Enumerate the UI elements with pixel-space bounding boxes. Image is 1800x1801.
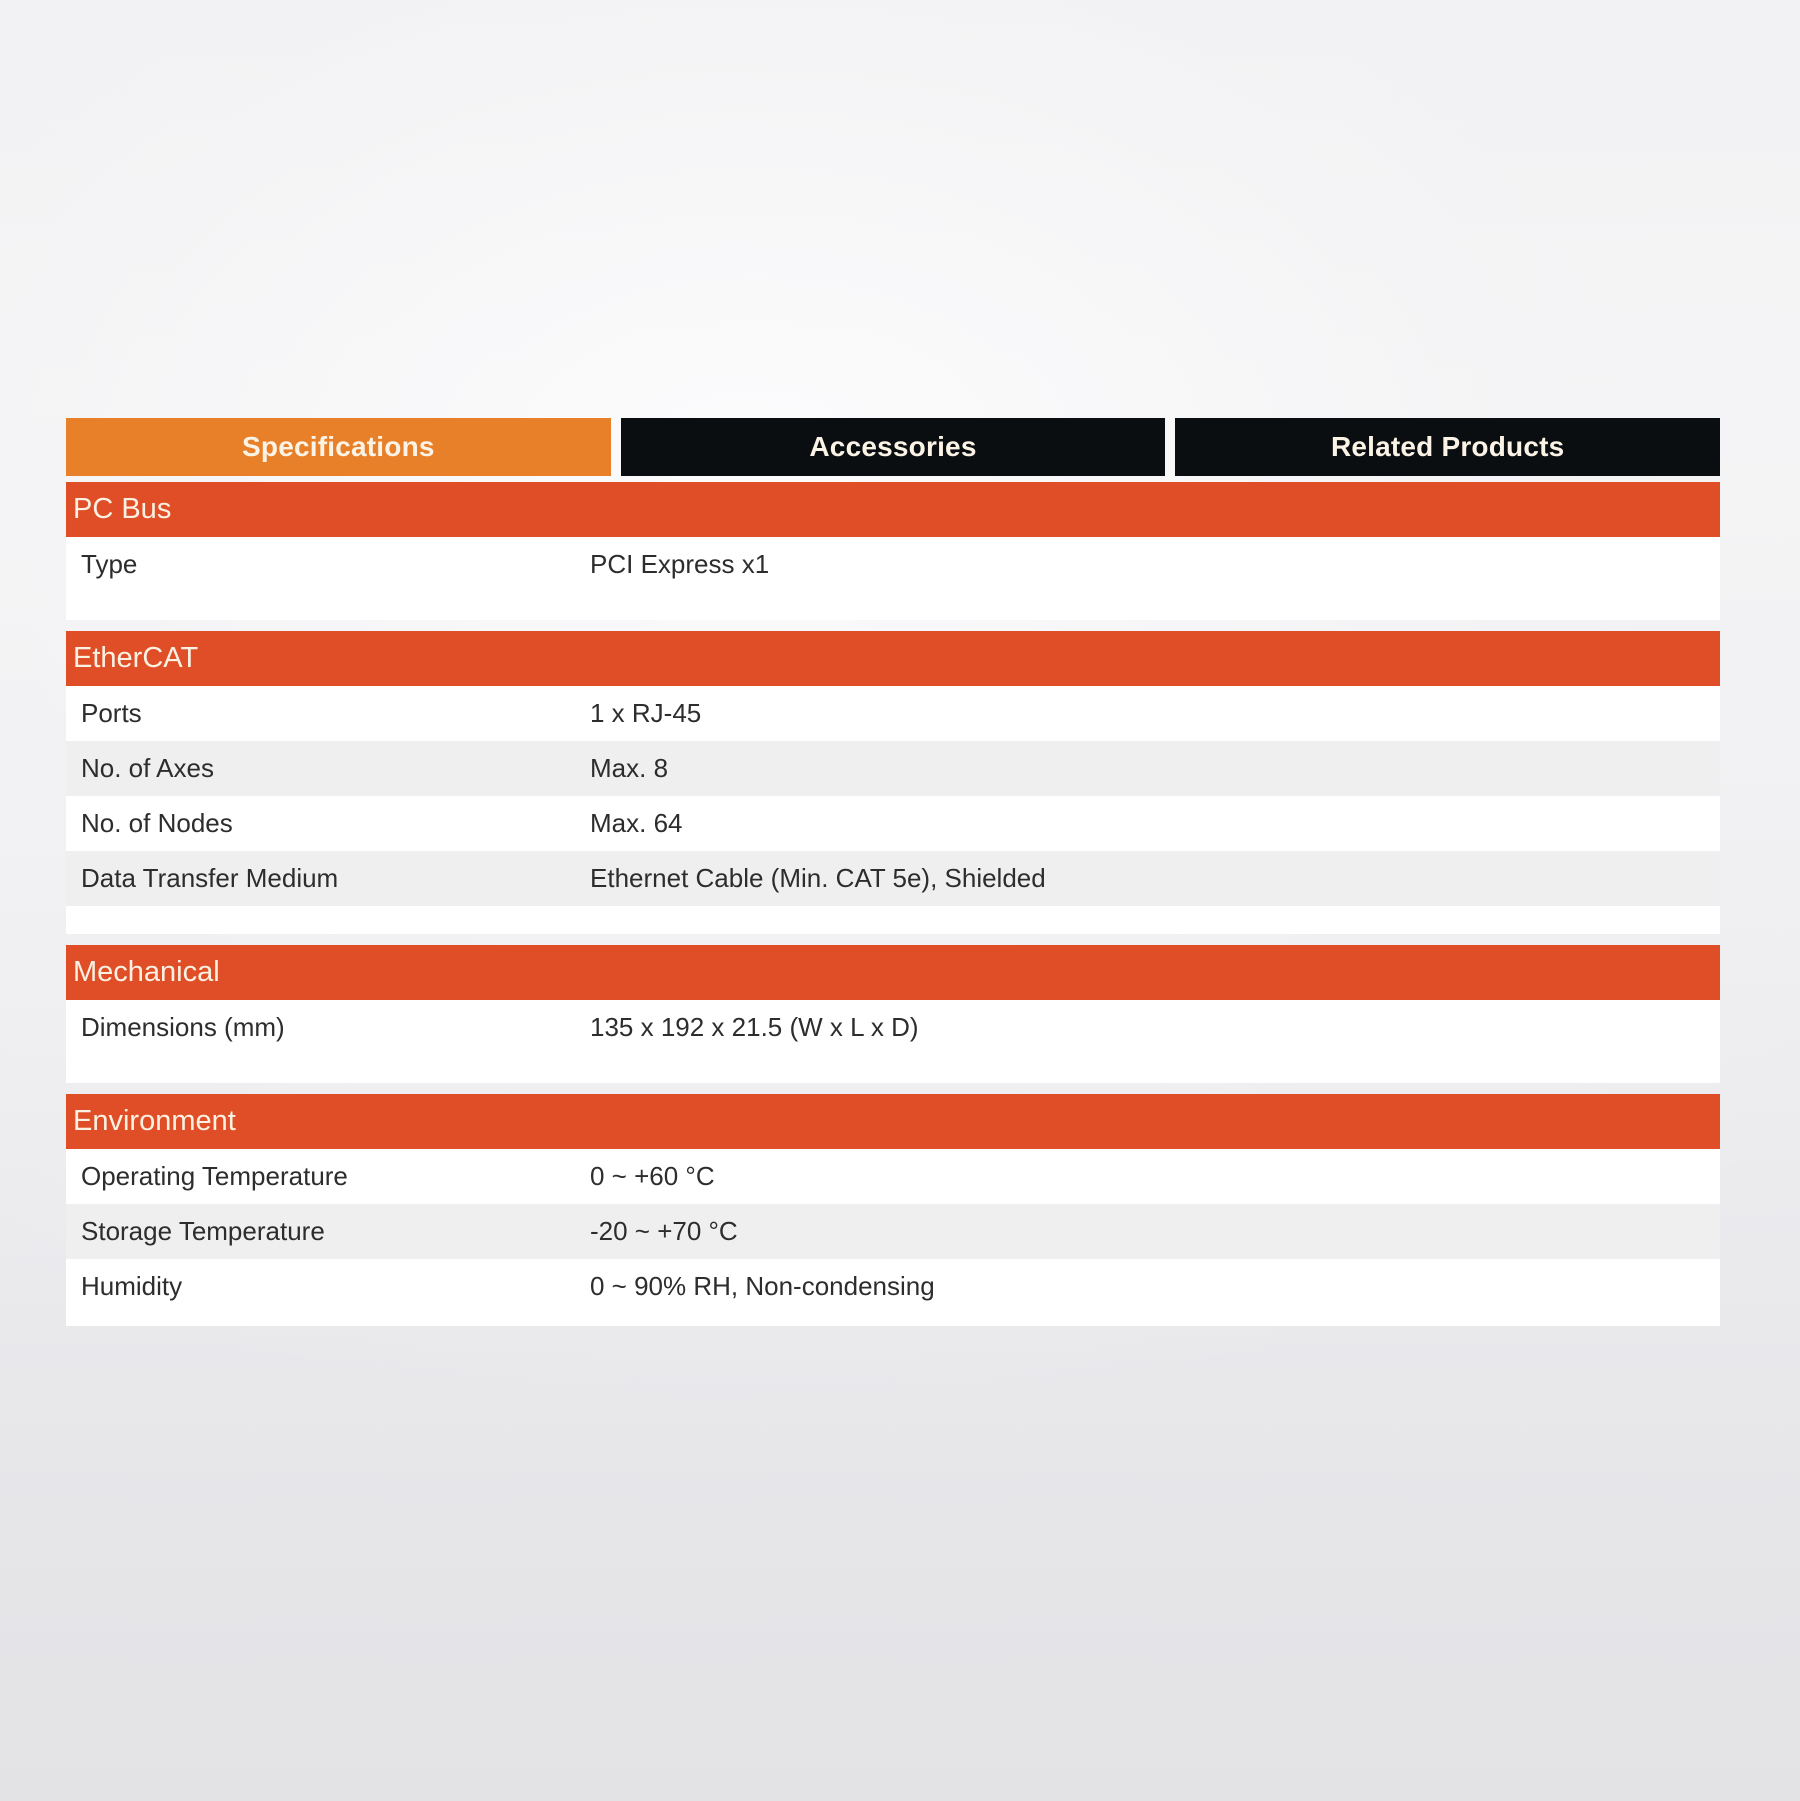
tab-label: Accessories xyxy=(809,431,977,462)
spec-label: Ports xyxy=(81,698,142,728)
spec-value: 135 x 192 x 21.5 (W x L x D) xyxy=(590,1012,919,1042)
section-title: PC Bus xyxy=(73,493,172,525)
spec-label: Dimensions (mm) xyxy=(81,1012,285,1042)
spec-row xyxy=(66,851,1720,906)
spec-label: Storage Temperature xyxy=(81,1216,325,1246)
spec-value: 0 ~ +60 °C xyxy=(590,1161,715,1191)
section-header xyxy=(66,631,1720,686)
spec-row xyxy=(66,1149,1720,1204)
spec-row xyxy=(66,1204,1720,1259)
spec-label: Humidity xyxy=(81,1271,183,1301)
section-header xyxy=(66,945,1720,1000)
section-title: Mechanical xyxy=(73,956,220,988)
tab-label: Related Products xyxy=(1330,431,1565,462)
tab-related-products[interactable] xyxy=(1175,418,1720,476)
spec-value: Max. 64 xyxy=(590,808,683,838)
section-environment xyxy=(66,1094,1720,1326)
spec-row xyxy=(66,741,1720,796)
spec-value: Max. 8 xyxy=(590,753,669,783)
spec-table xyxy=(66,482,1720,1326)
spec-value: PCI Express x1 xyxy=(590,549,770,579)
spec-page xyxy=(66,418,1720,1326)
tab-accessories[interactable] xyxy=(621,418,1166,476)
spec-label: No. of Nodes xyxy=(81,808,233,838)
tab-bar xyxy=(66,418,1720,476)
spec-value: -20 ~ +70 °C xyxy=(590,1216,738,1246)
section-rows xyxy=(66,1000,1720,1083)
spec-value: 0 ~ 90% RH, Non-condensing xyxy=(590,1271,935,1301)
section-title: Environment xyxy=(73,1105,236,1137)
spec-row xyxy=(66,537,1720,592)
section-rows xyxy=(66,537,1720,620)
section-rows xyxy=(66,1149,1720,1326)
section-header xyxy=(66,482,1720,537)
spec-row xyxy=(66,796,1720,851)
section-ethercat xyxy=(66,631,1720,934)
section-mechanical xyxy=(66,945,1720,1083)
spec-row xyxy=(66,1259,1720,1314)
spec-label: Operating Temperature xyxy=(81,1161,348,1191)
spec-row xyxy=(66,1000,1720,1055)
spec-row xyxy=(66,686,1720,741)
spec-label: Type xyxy=(81,549,138,579)
section-header xyxy=(66,1094,1720,1149)
spec-value: 1 x RJ-45 xyxy=(590,698,702,728)
section-title: EtherCAT xyxy=(73,642,199,674)
spec-label: No. of Axes xyxy=(81,753,214,783)
section-rows xyxy=(66,686,1720,934)
tab-label: Specifications xyxy=(242,431,435,462)
spec-value: Ethernet Cable (Min. CAT 5e), Shielded xyxy=(590,863,1046,893)
tab-specifications[interactable] xyxy=(66,418,611,476)
spec-label: Data Transfer Medium xyxy=(81,863,339,893)
section-pc-bus xyxy=(66,482,1720,620)
